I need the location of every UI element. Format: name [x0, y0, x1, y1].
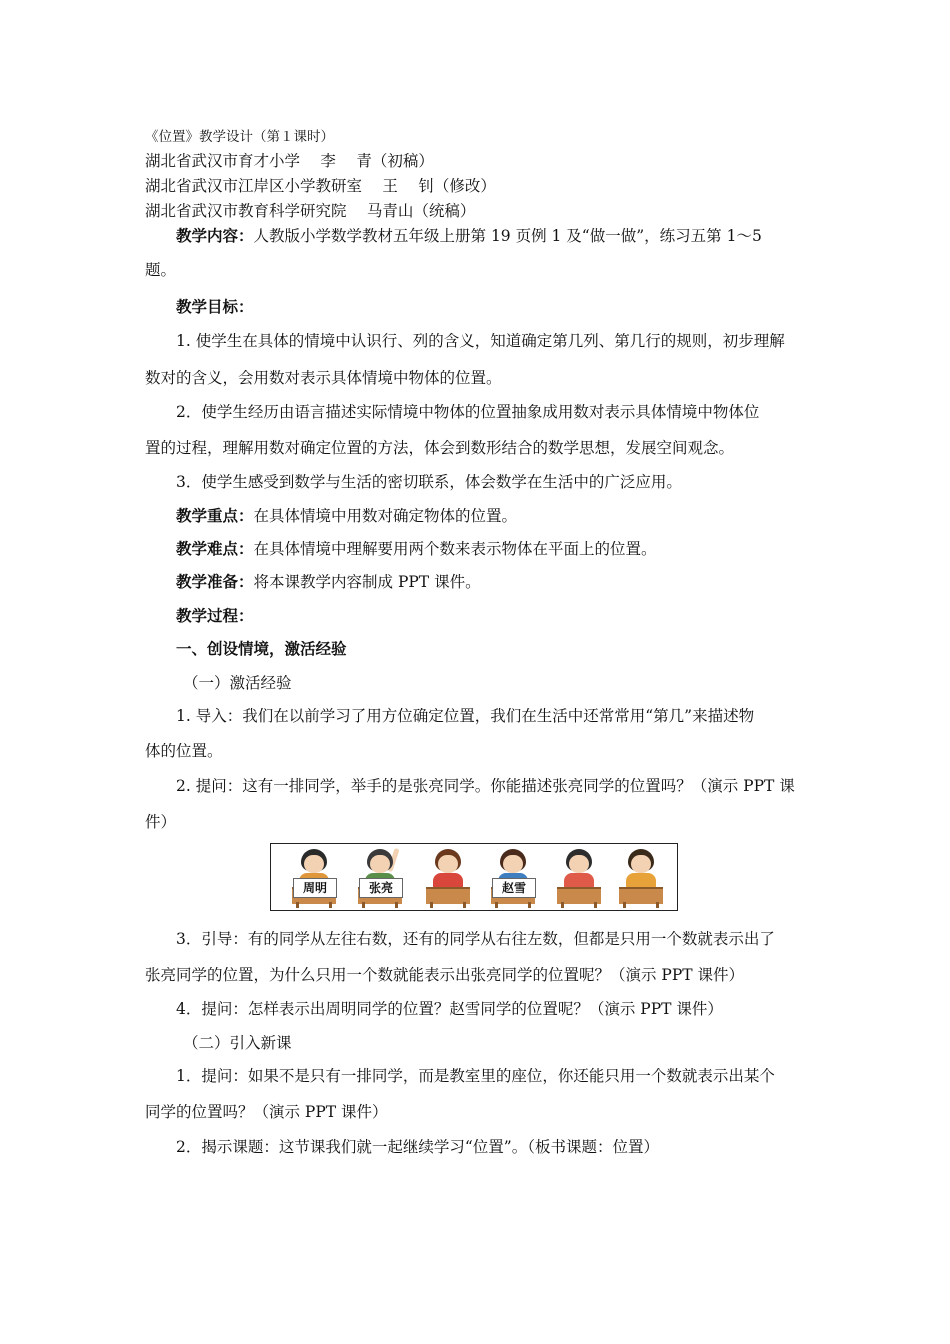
key-text: 在具体情境中用数对确定物体的位置。: [253, 507, 518, 525]
s1-item-3-line-1: 3．引导：有的同学从左往右数，还有的同学从右往左数，但都是只用一个数就表示出了: [176, 930, 775, 948]
s2-item-1-line-1: 1．提问：如果不是只有一排同学，而是教室里的座位，你还能只用一个数就表示出某个: [176, 1067, 775, 1085]
prep-line: [176, 572, 481, 592]
nameplate: 张亮: [359, 878, 403, 898]
key-point-line: [176, 506, 517, 526]
student-figure: [488, 848, 538, 908]
s1-item-2-line-2: 件）: [145, 813, 177, 831]
s1-item-2-line-1: 2. 提问：这有一排同学，举手的是张亮同学。你能描述张亮同学的位置吗？（演示 PPT 课: [176, 777, 795, 795]
student-figure: [289, 848, 339, 908]
s2-item-1-line-2: 同学的位置吗？（演示 PPT 课件）: [145, 1103, 388, 1121]
section-1-title: 一、创设情境，激活经验: [176, 639, 347, 658]
key-label: 教学重点：: [176, 506, 254, 525]
subsection-1-heading: （一）激活经验: [183, 674, 292, 692]
goal-1-line-1: 1. 使学生在具体的情境中认识行、列的含义，知道确定第几列、第几行的规则，初步理解: [176, 332, 785, 350]
author-line-1: 湖北省武汉市育才小学 李 青（初稿）: [145, 152, 434, 170]
students-row-image: [270, 843, 678, 911]
difficulty-line: [176, 539, 657, 559]
prep-label: 教学准备：: [176, 572, 254, 591]
nameplate: 赵雪: [492, 878, 536, 898]
section-1-heading: [176, 639, 347, 659]
difficulty-text: 在具体情境中理解要用两个数来表示物体在平面上的位置。: [253, 540, 657, 558]
student-figure-raised-hand: [355, 848, 405, 908]
content-label: 教学内容：: [176, 226, 254, 245]
nameplate: 周明: [293, 878, 337, 898]
goals-label: 教学目标：: [176, 297, 254, 316]
process-heading: [176, 606, 254, 626]
goal-2-line-2: 置的过程，理解用数对确定位置的方法，体会到数形结合的数学思想，发展空间观念。: [145, 439, 735, 457]
author-line-2: 湖北省武汉市江岸区小学教研室 王 钊（修改）: [145, 177, 496, 195]
student-figure: [423, 848, 473, 908]
content-line: [176, 226, 762, 246]
goals-heading: [176, 297, 254, 317]
doc-title: 《位置》教学设计（第１课时）: [145, 129, 334, 145]
s1-item-4: 4．提问：怎样表示出周明同学的位置？赵雪同学的位置呢？（演示 PPT 课件）: [176, 1000, 723, 1018]
s1-item-1-line-2: 体的位置。: [145, 742, 223, 760]
difficulty-label: 教学难点：: [176, 539, 254, 558]
s1-item-1-line-1: 1. 导入：我们在以前学习了用方位确定位置，我们在生活中还常常用“第几”来描述物: [176, 707, 755, 725]
s2-item-2: 2．揭示课题：这节课我们就一起继续学习“位置”。（板书课题：位置）: [176, 1138, 659, 1156]
student-figure: [616, 848, 666, 908]
content-text: 人教版小学数学教材五年级上册第 19 页例 1 及“做一做”，练习五第 1～5: [253, 227, 762, 245]
s1-item-3-line-2: 张亮同学的位置，为什么只用一个数就能表示出张亮同学的位置呢？（演示 PPT 课件）: [145, 966, 745, 984]
goal-2-line-1: 2．使学生经历由语言描述实际情境中物体的位置抽象成用数对表示具体情境中物体位: [176, 403, 760, 421]
goal-1-line-2: 数对的含义，会用数对表示具体情境中物体的位置。: [145, 369, 502, 387]
goal-3: 3．使学生感受到数学与生活的密切联系，体会数学在生活中的广泛应用。: [176, 473, 682, 491]
prep-text: 将本课教学内容制成 PPT 课件。: [253, 573, 481, 591]
process-label: 教学过程：: [176, 606, 254, 625]
subsection-2-heading: （二）引入新课: [183, 1034, 292, 1052]
student-figure: [554, 848, 604, 908]
content-line-2: 题。: [145, 261, 177, 279]
author-line-3: 湖北省武汉市教育科学研究院 马青山（统稿）: [145, 202, 476, 220]
